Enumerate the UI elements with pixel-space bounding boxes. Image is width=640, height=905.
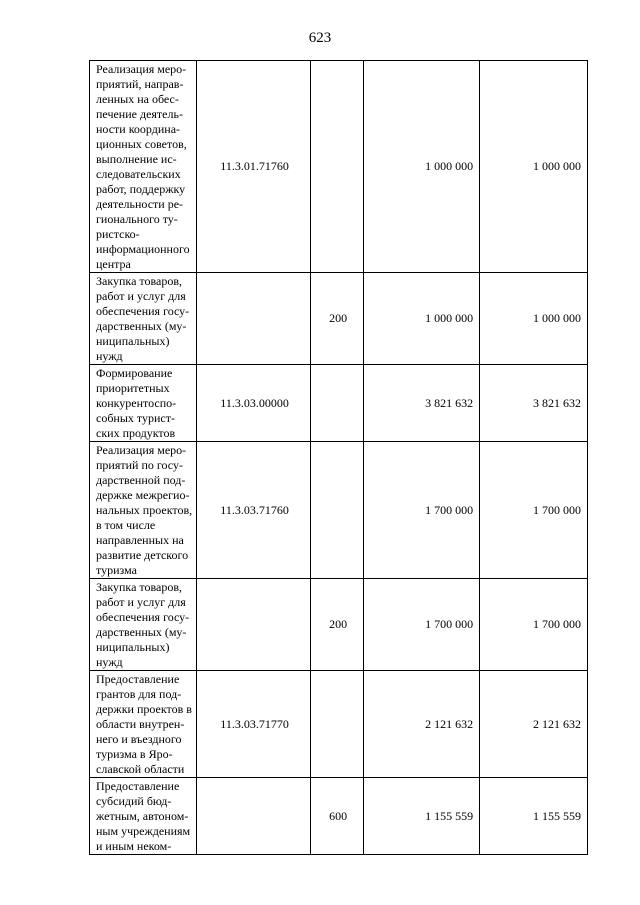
row-amount2-cell: 1 155 559 [480,778,588,855]
row-amount1-cell: 3 821 632 [363,365,479,442]
table-row [90,273,588,365]
row-amount2-cell: 2 121 632 [480,671,588,778]
row-code-cell: 11.3.01.71760 [196,61,310,273]
row-amount1-cell: 1 155 559 [363,778,479,855]
row-name-cell: Закупка товаров, работ и услуг для обеспечения госу- дарственных (му- ниципальных) нужд [90,273,197,365]
row-amount1-cell: 1 000 000 [363,273,479,365]
row-type-cell: 200 [310,273,363,365]
table-row [90,61,588,273]
row-amount2-cell: 1 000 000 [480,273,588,365]
row-name-cell: Предоставление субсидий бюд- жетным, автоном- ным учреждениям и иным неком- [90,778,197,855]
row-name-cell: Предоставление грантов для под- держки проектов в области внутрен- него и въездного туризма в Яро- славской области [90,671,197,778]
table-row [90,778,588,855]
row-amount2-cell: 3 821 632 [480,365,588,442]
row-amount1-cell: 2 121 632 [363,671,479,778]
row-code-cell: 11.3.03.71770 [196,671,310,778]
row-name-cell: Закупка товаров, работ и услуг для обеспечения госу- дарственных (му- ниципальных) нужд [90,579,197,671]
row-name-cell: Формирование приоритетных конкурентоспо- собных турист- ских продуктов [90,365,197,442]
row-code-cell: 11.3.03.71760 [196,442,310,579]
table-row [90,442,588,579]
table-row [90,579,588,671]
row-type-cell [310,442,363,579]
row-type-cell [310,365,363,442]
page-number: 623 [308,30,332,46]
row-type-cell: 200 [310,579,363,671]
row-amount2-cell: 1 000 000 [480,61,588,273]
row-type-cell [310,671,363,778]
row-code-cell [196,579,310,671]
row-amount2-cell: 1 700 000 [480,579,588,671]
row-type-cell [310,61,363,273]
row-type-cell: 600 [310,778,363,855]
row-code-cell [196,273,310,365]
row-amount1-cell: 1 000 000 [363,61,479,273]
row-name-cell: Реализация меро- приятий по госу- дарственной под- держке межрегио- нальных проектов, в том числе направленных на развитие детского туризма [90,442,197,579]
row-name-cell: Реализация меро- приятий, направ- ленных на обес- печение деятель- ности координа- ционных советов, выполнение ис- следовательских работ, поддержку деятельности ре- гионального ту- ристско- информационного центра [90,61,197,273]
row-code-cell: 11.3.03.00000 [196,365,310,442]
row-amount1-cell: 1 700 000 [363,579,479,671]
row-code-cell [196,778,310,855]
row-amount2-cell: 1 700 000 [480,442,588,579]
table-row [90,671,588,778]
table-row [90,365,588,442]
row-amount1-cell: 1 700 000 [363,442,479,579]
budget-table [89,60,588,855]
